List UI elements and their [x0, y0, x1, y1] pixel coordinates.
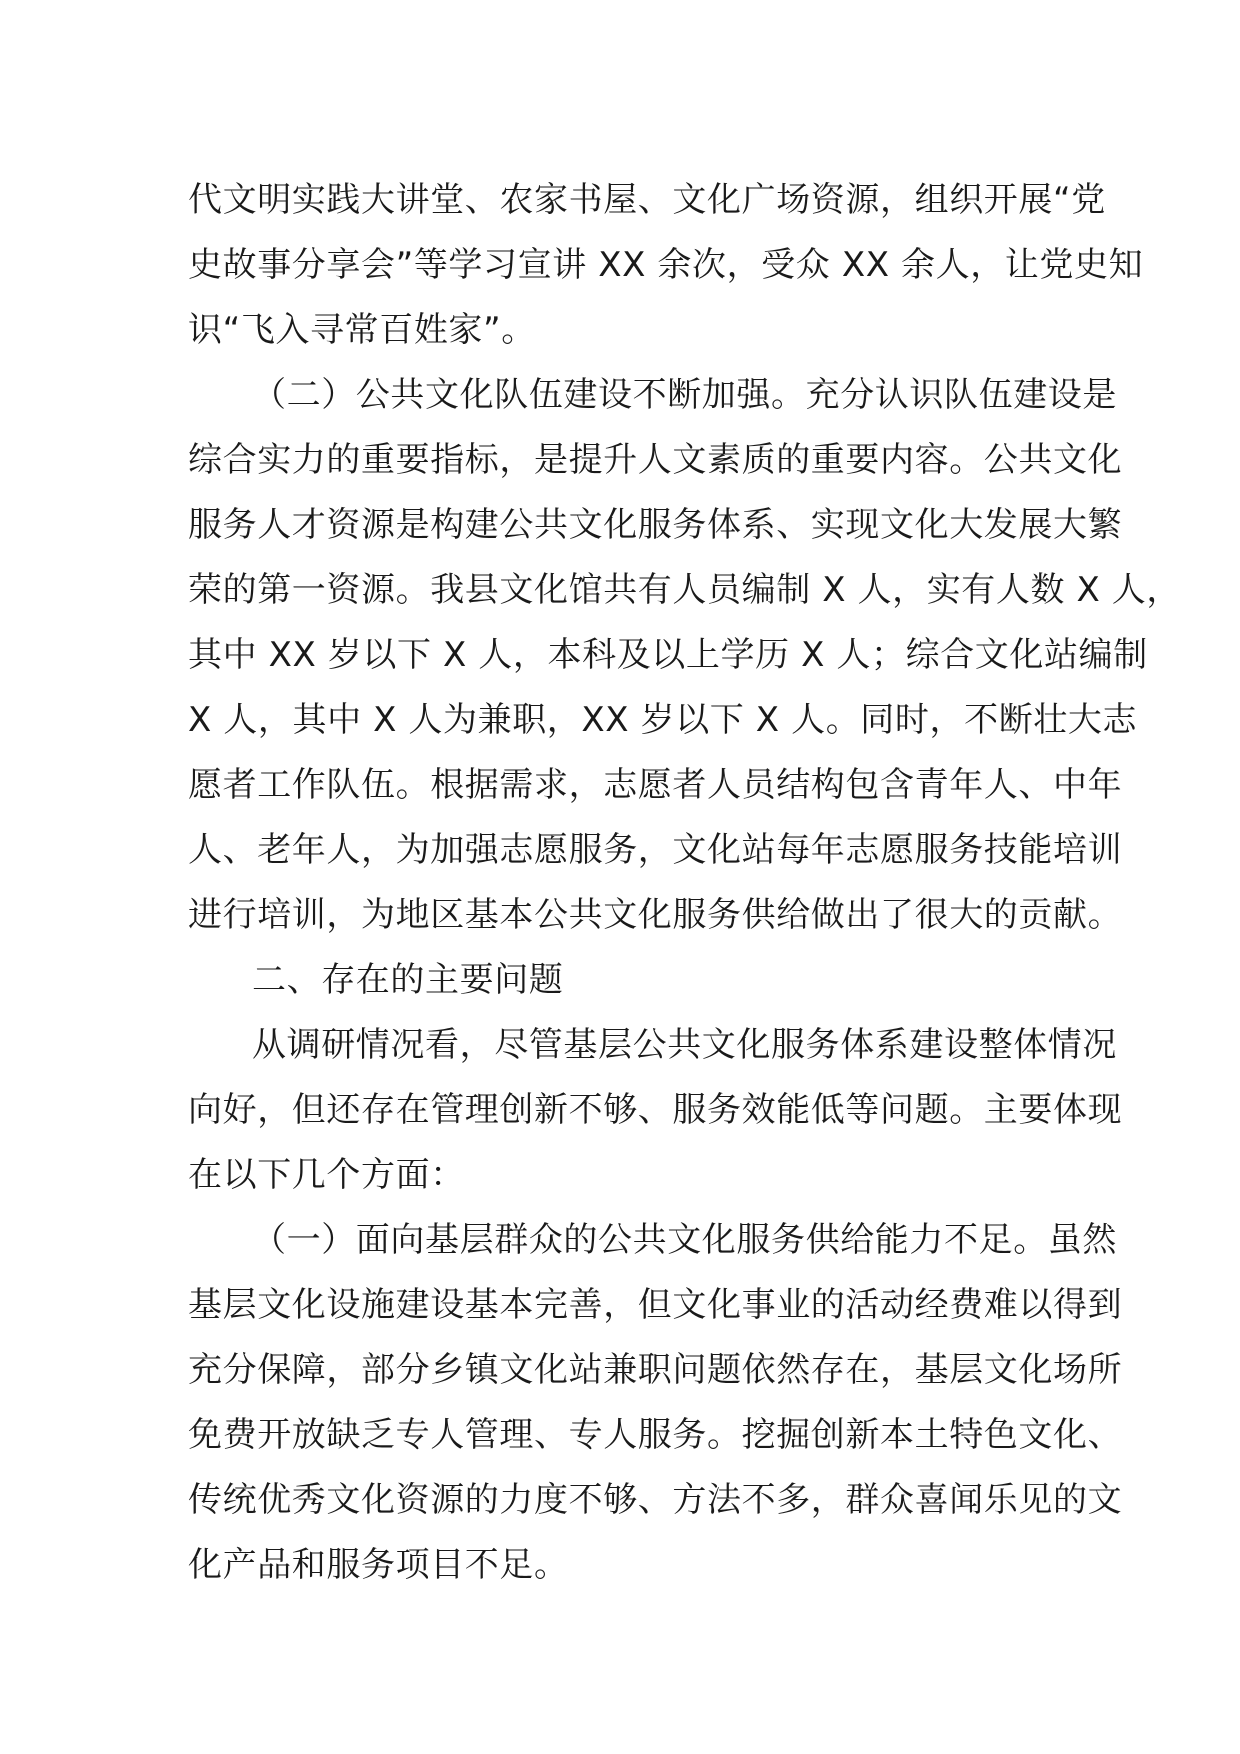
subsection-heading-line: （二）公共文化队伍建设不断加强。充分认识队伍建设是 [252, 375, 1117, 415]
text-line: 进行培训，为地区基本公共文化服务供给做出了很大的贡献。 [188, 895, 1123, 935]
text-line: 免费开放缺乏专人管理、专人服务。挖掘创新本土特色文化、 [188, 1415, 1123, 1455]
text-line: 基层文化设施建设基本完善，但文化事业的活动经费难以得到 [188, 1285, 1123, 1325]
text-line: 传统优秀文化资源的力度不够、方法不多，群众喜闻乐见的文 [188, 1480, 1123, 1520]
section-heading: 二、存在的主要问题 [252, 960, 564, 1000]
text-line: 综合实力的重要指标，是提升人文素质的重要内容。公共文化 [188, 440, 1123, 480]
subsection-heading-line: （一）面向基层群众的公共文化服务供给能力不足。虽然 [252, 1220, 1117, 1260]
text-line: X 人，其中 X 人为兼职，XX 岁以下 X 人。同时，不断壮大志 [188, 700, 1138, 740]
text-line: 荣的第一资源。我县文化馆共有人员编制 X 人，实有人数 X 人， [188, 570, 1182, 610]
text-line: 在以下几个方面： [188, 1155, 465, 1195]
text-line: 识“飞入寻常百姓家”。 [188, 310, 536, 350]
text-line: 愿者工作队伍。根据需求，志愿者人员结构包含青年人、中年 [188, 765, 1123, 805]
text-line: 其中 XX 岁以下 X 人，本科及以上学历 X 人；综合文化站编制 [188, 635, 1148, 675]
paragraph-first-line: 从调研情况看，尽管基层公共文化服务体系建设整体情况 [252, 1025, 1117, 1065]
document-body [188, 168, 1182, 1598]
text-line: 代文明实践大讲堂、农家书屋、文化广场资源，组织开展“党 [188, 180, 1106, 220]
text-line: 人、老年人，为加强志愿服务，文化站每年志愿服务技能培训 [188, 830, 1123, 870]
text-line: 向好，但还存在管理创新不够、服务效能低等问题。主要体现 [188, 1090, 1123, 1130]
text-line: 史故事分享会”等学习宣讲 XX 余次，受众 XX 余人，让党史知 [188, 245, 1144, 285]
text-line: 服务人才资源是构建公共文化服务体系、实现文化大发展大繁 [188, 505, 1123, 545]
text-line: 充分保障，部分乡镇文化站兼职问题依然存在，基层文化场所 [188, 1350, 1123, 1390]
text-line: 化产品和服务项目不足。 [188, 1545, 569, 1585]
